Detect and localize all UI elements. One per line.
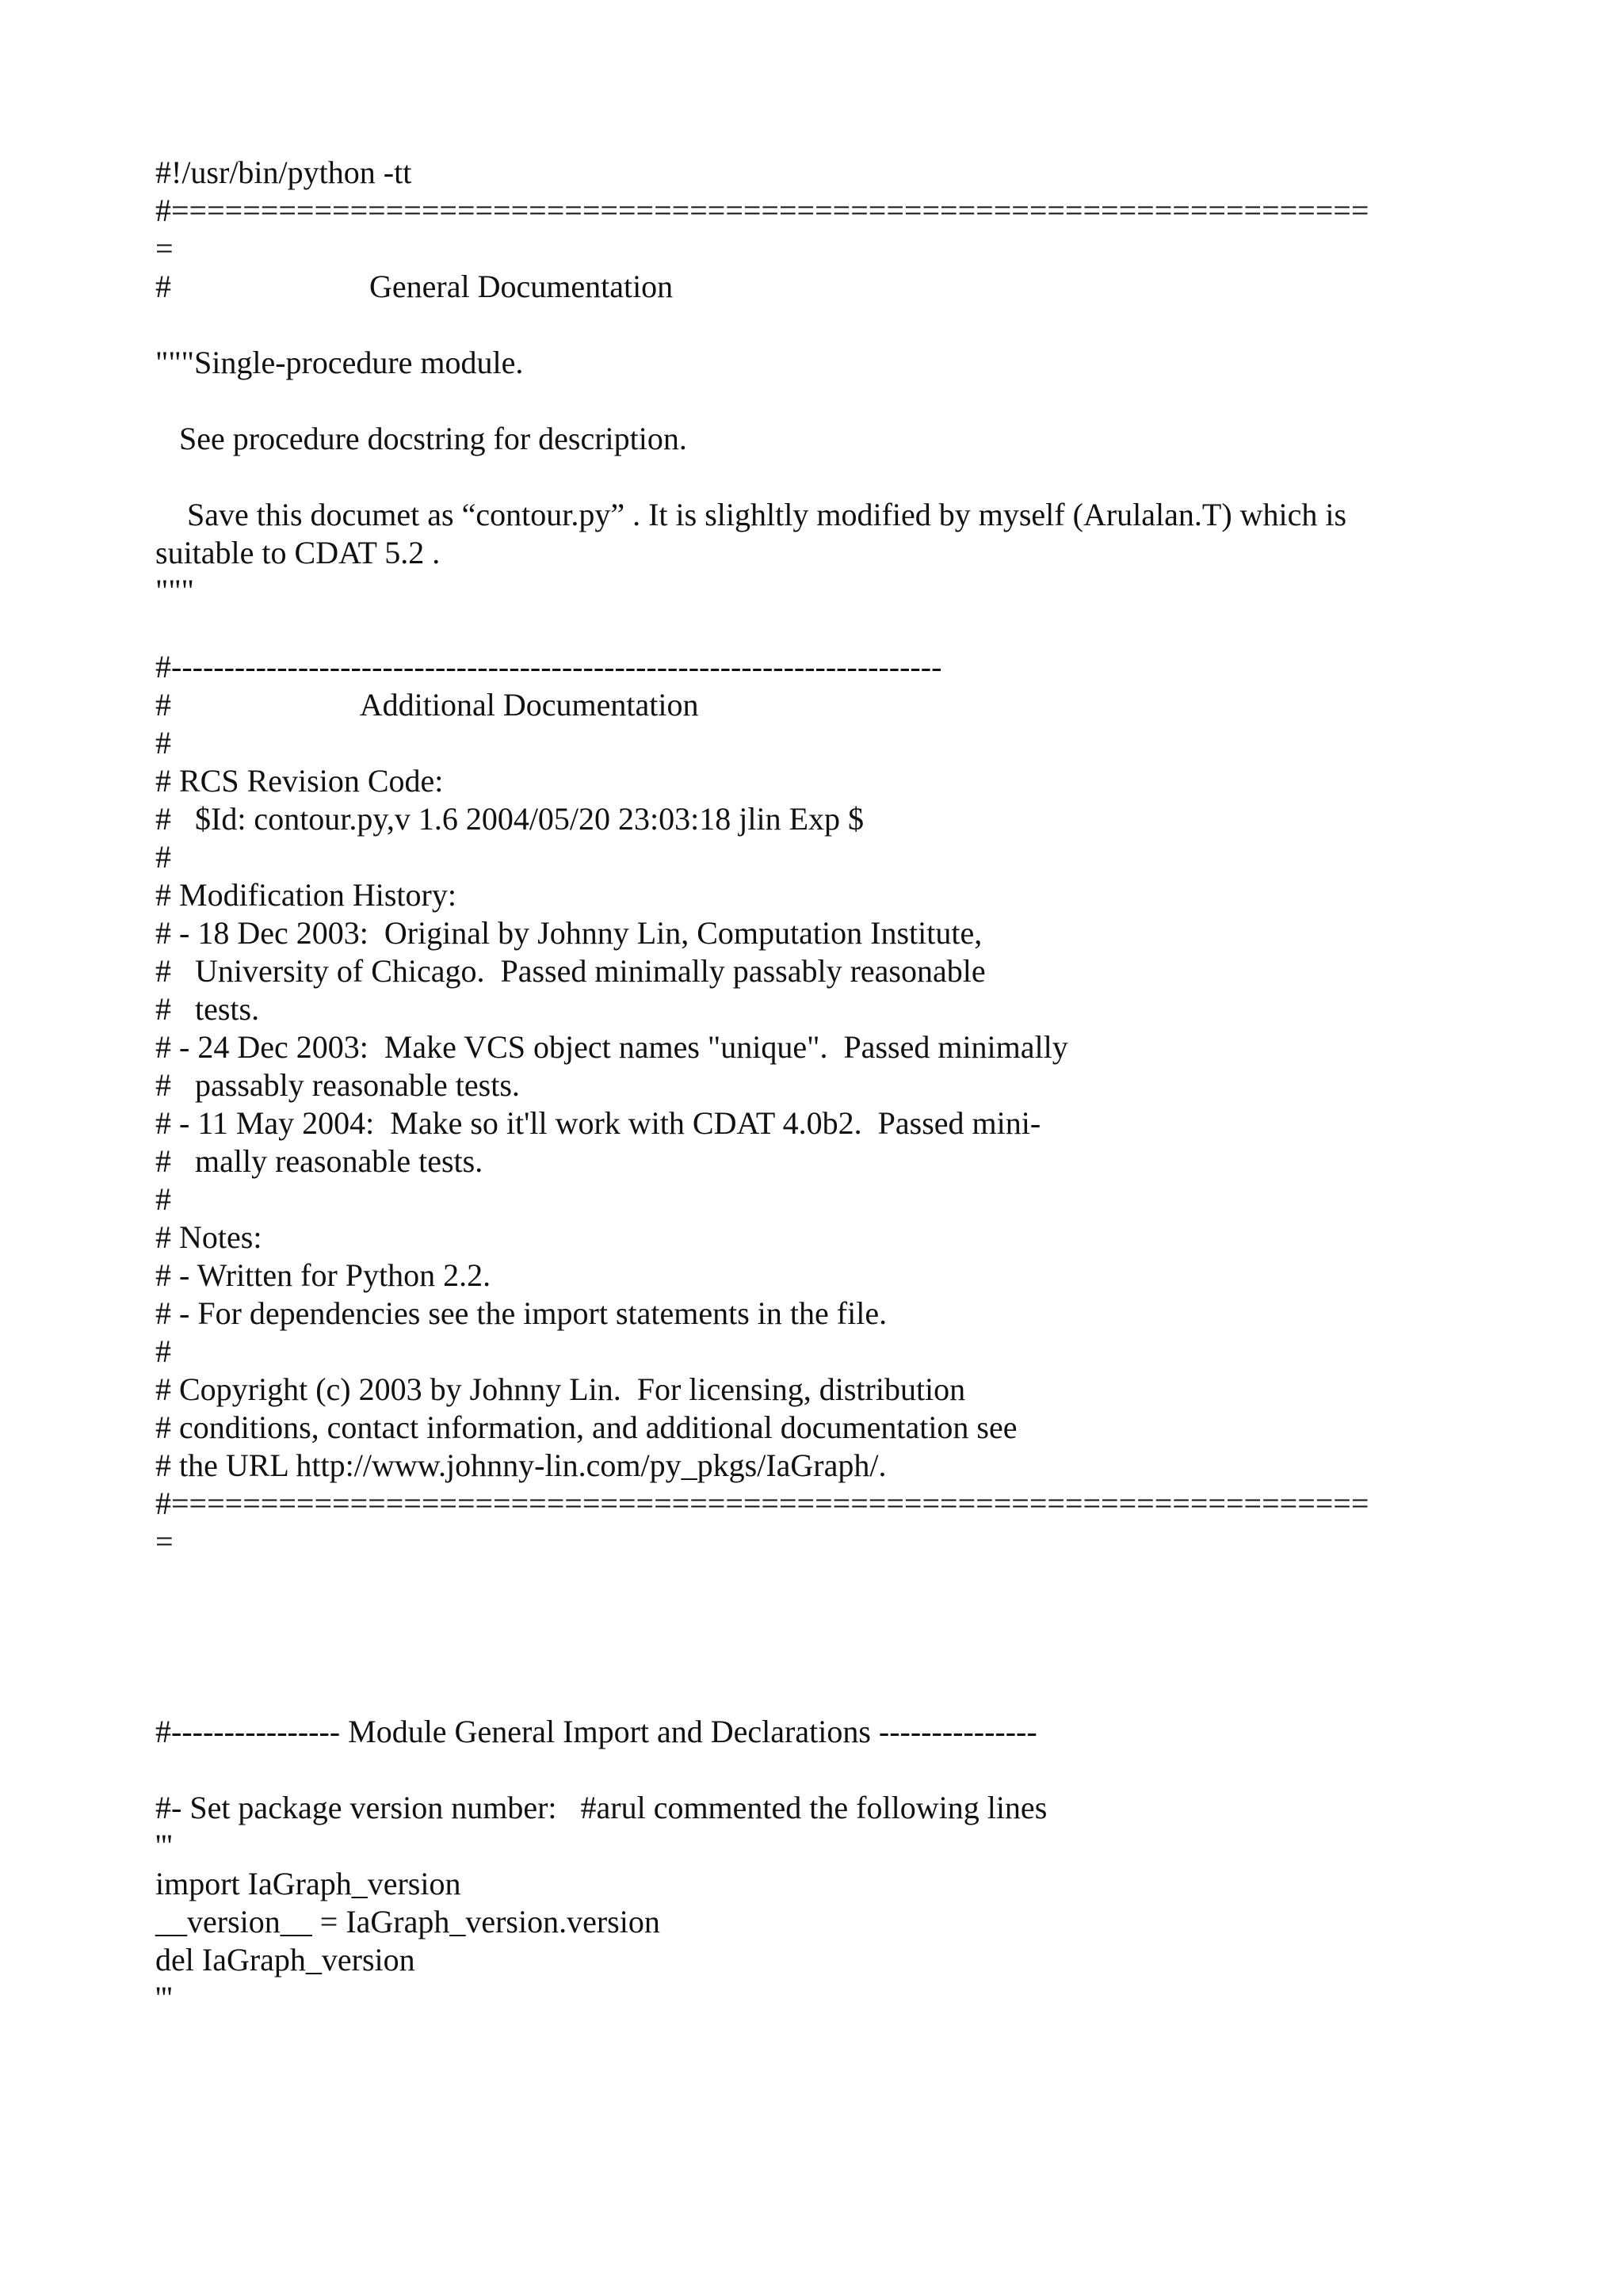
comment-line: # - For dependencies see the import statements in the file. xyxy=(155,1295,888,1331)
code-line: __version__ = IaGraph_version.version xyxy=(155,1904,660,1939)
comment-line: # - 24 Dec 2003: Make VCS object names "unique". Passed minimally xyxy=(155,1029,1068,1065)
shebang-line: #!/usr/bin/python -tt xyxy=(155,154,412,190)
comment-line: # $Id: contour.py,v 1.6 2004/05/20 23:03:18 jlin Exp $ xyxy=(155,801,865,837)
code-line: del IaGraph_version xyxy=(155,1942,415,1978)
docstring-line: """Single-procedure module. xyxy=(155,345,524,380)
docstring-line: Save this documet as “contour.py” . It is slighltly modified by myself (Arulalan.T) which is xyxy=(155,497,1347,532)
comment-line: # passably reasonable tests. xyxy=(155,1067,520,1103)
comment-line: # xyxy=(155,839,171,875)
docstring-line: suitable to CDAT 5.2 . xyxy=(155,535,441,570)
separator-wrap: = xyxy=(155,231,174,266)
comment-line: # xyxy=(155,1181,171,1217)
comment-line: # RCS Revision Code: xyxy=(155,763,444,799)
separator-line: #=================================================================== xyxy=(155,1486,1369,1521)
comment-line: # mally reasonable tests. xyxy=(155,1143,483,1179)
separator-line: #------------------------------------------------------------------------- xyxy=(155,649,942,685)
text-line xyxy=(155,382,1487,420)
text-line xyxy=(155,306,1487,344)
text-line xyxy=(155,1637,1487,1675)
comment-line: # xyxy=(155,1333,171,1369)
comment-line: # Copyright (c) 2003 by Johnny Lin. For licensing, distribution xyxy=(155,1371,966,1407)
comment-line: # xyxy=(155,725,171,761)
section-heading: #---------------- Module General Import and Declarations --------------- xyxy=(155,1714,1037,1749)
comment-line: # - Written for Python 2.2. xyxy=(155,1257,491,1293)
comment-line: #- Set package version number: #arul commented the following lines xyxy=(155,1790,1048,1825)
text-line xyxy=(155,458,1487,496)
text-line xyxy=(155,610,1487,648)
separator-line: #=================================================================== xyxy=(155,193,1369,228)
text-line xyxy=(155,1675,1487,1713)
code-line: ''' xyxy=(155,1828,173,1863)
comment-line: # conditions, contact information, and additional documentation see xyxy=(155,1409,1018,1445)
docstring-end: """ xyxy=(155,573,194,608)
comment-line: # University of Chicago. Passed minimally passably reasonable xyxy=(155,953,986,989)
comment-line: # - 18 Dec 2003: Original by Johnny Lin, Computation Institute, xyxy=(155,915,983,951)
comment-line: # the URL http://www.johnny-lin.com/py_pkgs/IaGraph/. xyxy=(155,1447,887,1483)
separator-wrap: = xyxy=(155,1524,174,1559)
source-code-text xyxy=(155,154,1487,2017)
comment-line: # - 11 May 2004: Make so it'll work with CDAT 4.0b2. Passed mini- xyxy=(155,1105,1041,1141)
comment-line: # tests. xyxy=(155,991,260,1027)
comment-line: # Notes: xyxy=(155,1219,262,1255)
text-line xyxy=(155,1561,1487,1599)
code-line: import IaGraph_version xyxy=(155,1866,461,1901)
comment-line: # Modification History: xyxy=(155,877,456,913)
docstring-line: See procedure docstring for description. xyxy=(155,421,687,456)
section-heading: # Additional Documentation xyxy=(155,687,699,723)
section-heading: # General Documentation xyxy=(155,269,674,304)
text-line xyxy=(155,1599,1487,1637)
code-line: ''' xyxy=(155,1980,173,2016)
text-line xyxy=(155,1751,1487,1789)
